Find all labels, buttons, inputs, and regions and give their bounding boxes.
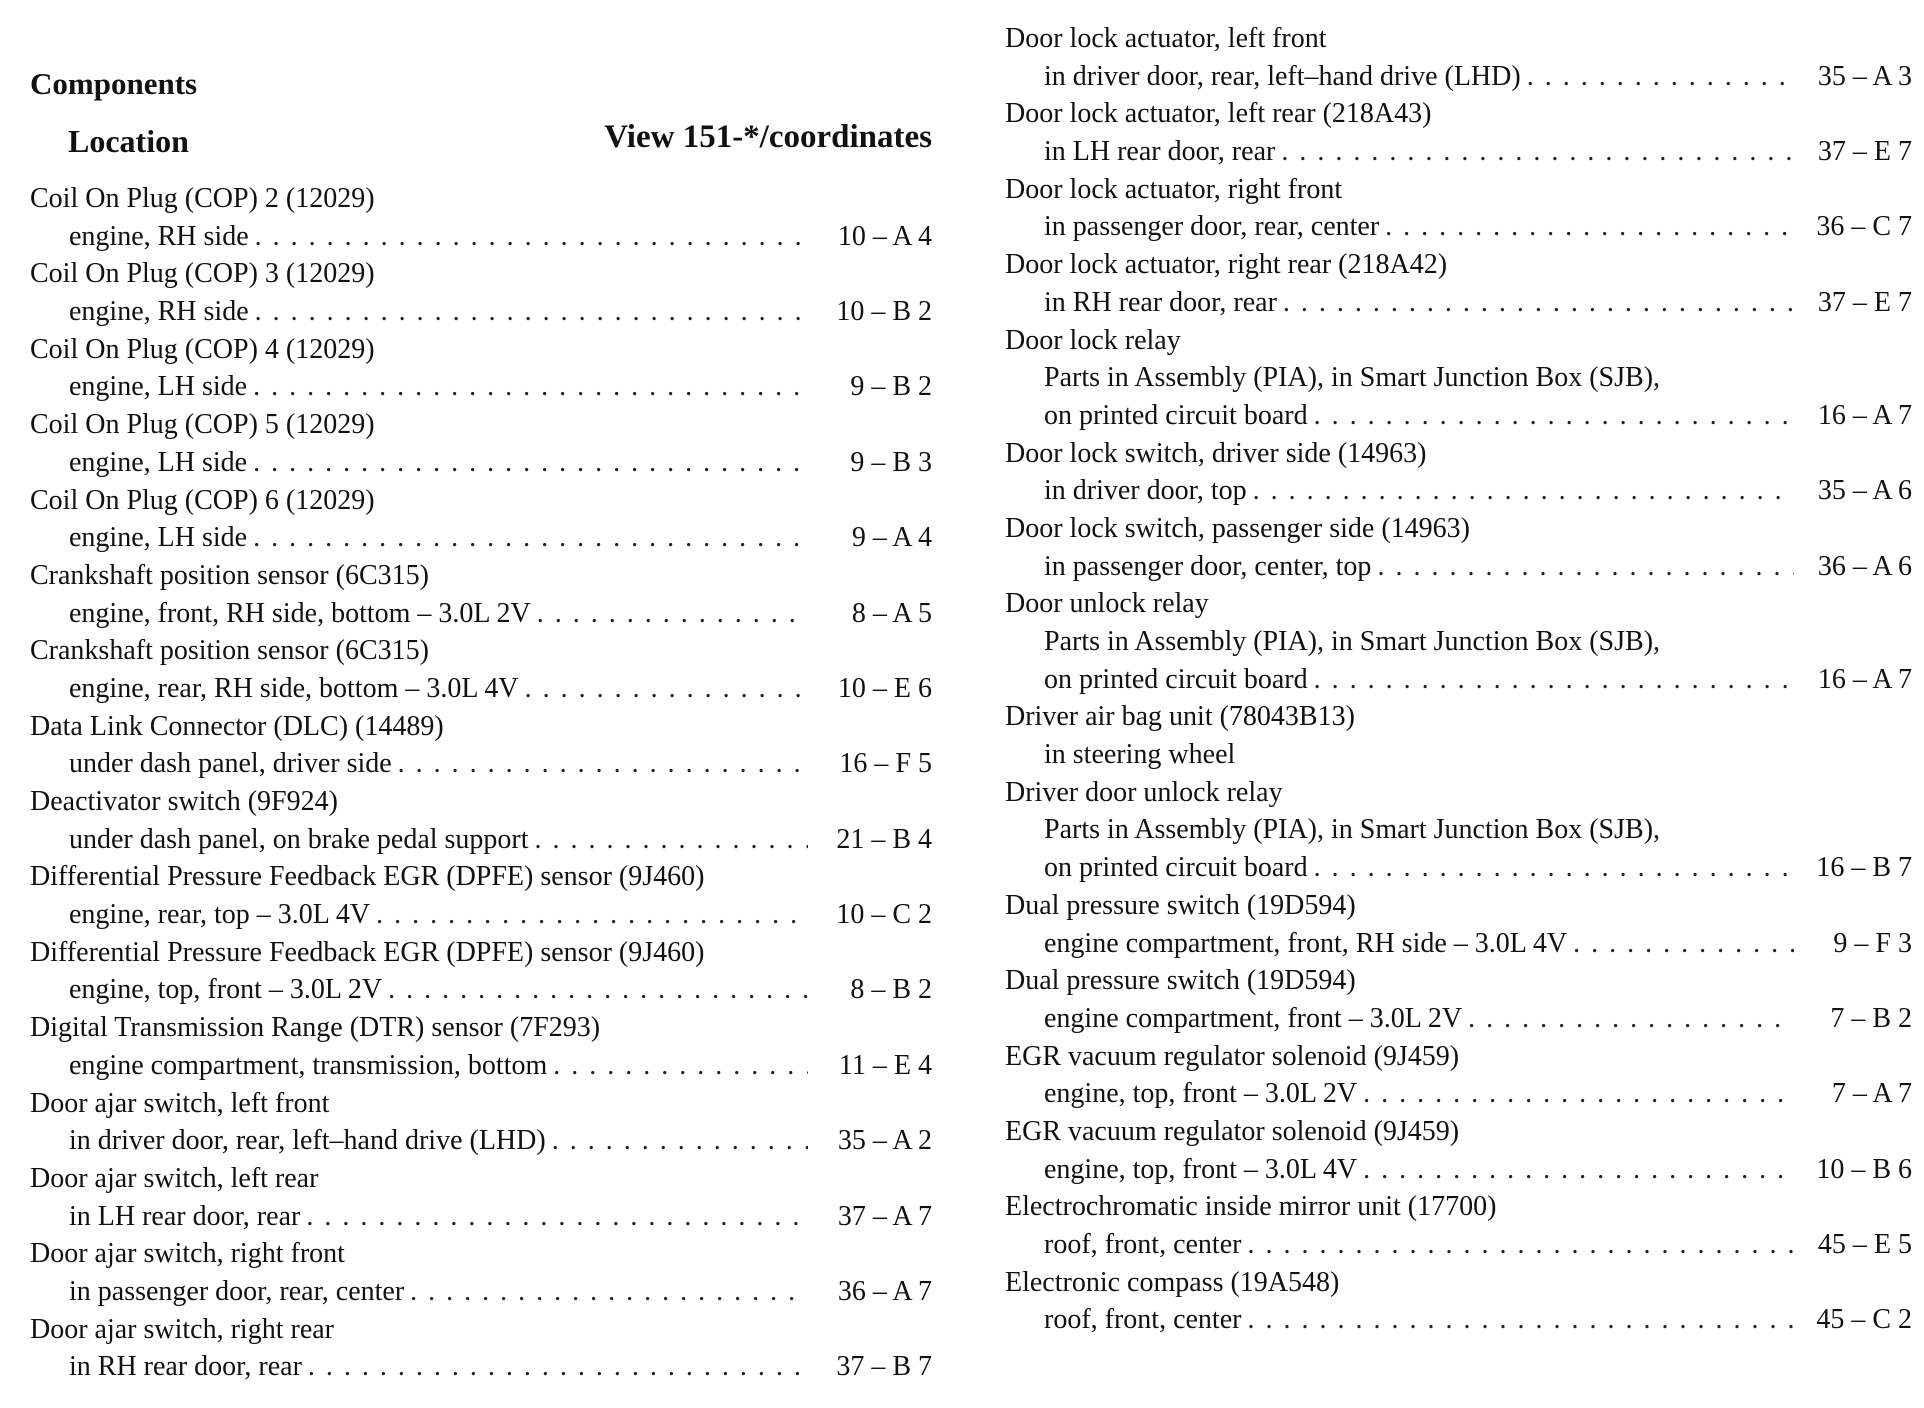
index-entry [30, 632, 932, 707]
entry-title: Door lock actuator, left front [1005, 23, 1327, 54]
entry-location: on printed circuit board [1044, 663, 1308, 695]
entry-title: Door ajar switch, left rear [30, 1162, 319, 1194]
entry-location-line [1005, 1000, 1912, 1038]
entry-location-line [30, 745, 932, 783]
entry-coordinates: 37 – E 7 [1817, 136, 1912, 168]
index-entry [1005, 1188, 1912, 1263]
index-entry [1005, 246, 1912, 321]
entry-title: Coil On Plug (COP) 5 (12029) [30, 409, 375, 441]
entry-coordinates: 37 – E 7 [1817, 286, 1912, 318]
dot-leader [1253, 472, 1794, 510]
index-entry [1005, 20, 1912, 95]
dot-leader [553, 1047, 808, 1085]
entry-location-line [1005, 58, 1912, 96]
entry-location-line [30, 1273, 932, 1311]
entry-location: engine, rear, RH side, bottom – 3.0L 4V [69, 672, 519, 704]
dot-leader [1385, 208, 1794, 246]
entry-location-line [1005, 359, 1912, 397]
entry-location: in passenger door, rear, center [1044, 211, 1380, 243]
entry-location-line [1005, 397, 1912, 435]
entry-title: Door lock actuator, left rear (218A43) [1005, 98, 1432, 130]
index-entry [30, 557, 932, 632]
entry-coordinates: 36 – A 7 [837, 1275, 932, 1307]
location-column-header: Location [68, 123, 189, 159]
index-entry [30, 255, 932, 330]
entry-location-line [30, 896, 932, 934]
entry-location: engine, top, front – 3.0L 4V [1044, 1153, 1358, 1185]
entry-location-line [30, 293, 932, 331]
entry-location: in driver door, top [1044, 475, 1247, 507]
entry-title: Coil On Plug (COP) 3 (12029) [30, 258, 375, 290]
index-entry [30, 406, 932, 481]
entry-title: Differential Pressure Feedback EGR (DPFE) sensor (9J460) [30, 936, 705, 968]
entry-location-line [30, 595, 932, 633]
entry-coordinates: 9 – F 3 [1833, 927, 1912, 959]
index-entry [1005, 774, 1912, 887]
index-entry [1005, 887, 1912, 962]
entry-coordinates: 7 – A 7 [1831, 1078, 1912, 1110]
entry-location: in driver door, rear, left–hand drive (LHD) [69, 1125, 546, 1157]
right-entry-list [1005, 20, 1912, 1339]
index-entry [1005, 585, 1912, 698]
entry-coordinates: 45 – E 5 [1817, 1229, 1912, 1260]
dot-leader [1247, 1226, 1794, 1264]
entry-coordinates: 36 – A 6 [1817, 550, 1912, 582]
entry-title: Door lock relay [1005, 324, 1181, 356]
entry-location-line [1005, 472, 1912, 510]
entry-coordinates: 21 – B 4 [836, 823, 932, 855]
entry-coordinates: 10 – B 2 [836, 296, 932, 328]
index-entry [30, 783, 932, 858]
entry-title: Door ajar switch, right rear [30, 1313, 334, 1345]
entry-title: Electronic compass (19A548) [1005, 1266, 1340, 1298]
dot-leader [308, 1348, 808, 1386]
entry-location: in steering wheel [1044, 739, 1236, 771]
dot-leader [1527, 58, 1794, 96]
dot-leader [1377, 548, 1794, 586]
entry-location: in RH rear door, rear [69, 1351, 302, 1383]
entry-location: in driver door, rear, left–hand drive (LHD) [1044, 60, 1521, 92]
index-entry [30, 1009, 932, 1084]
entry-location-line [1005, 811, 1912, 849]
entry-coordinates: 10 – E 6 [837, 672, 932, 704]
entry-location: engine, RH side [69, 220, 249, 252]
entry-coordinates: 9 – B 2 [850, 371, 932, 403]
dot-leader [253, 444, 808, 482]
dot-leader [1281, 133, 1794, 171]
entry-location: Parts in Assembly (PIA), in Smart Junction Box (SJB), [1044, 362, 1661, 394]
entry-location-line [30, 519, 932, 557]
entry-title: Door lock switch, driver side (14963) [1005, 437, 1427, 469]
entry-location: roof, front, center [1044, 1229, 1242, 1260]
entry-location-line [30, 1047, 932, 1085]
entry-title: Driver air bag unit (78043B13) [1005, 701, 1355, 733]
entry-coordinates: 36 – C 7 [1816, 211, 1912, 243]
index-entry [1005, 1264, 1912, 1339]
left-entry-list [30, 180, 932, 1386]
entry-coordinates: 10 – B 6 [1816, 1153, 1912, 1185]
dot-leader [410, 1273, 808, 1311]
entry-location-line [30, 971, 932, 1009]
index-entry [30, 934, 932, 1009]
entry-location-line [30, 670, 932, 708]
index-entry [30, 180, 932, 255]
entry-title: Door lock actuator, right rear (218A42) [1005, 249, 1448, 281]
dot-leader [306, 1198, 808, 1236]
index-entry [30, 1311, 932, 1386]
dot-leader [1314, 661, 1794, 699]
entry-location: in LH rear door, rear [69, 1200, 301, 1232]
entry-location: engine, LH side [69, 371, 248, 403]
dot-leader [1468, 1000, 1794, 1038]
entry-title: Digital Transmission Range (DTR) sensor (7F293) [30, 1012, 601, 1044]
entry-location: on printed circuit board [1044, 399, 1308, 431]
entry-location: in passenger door, center, top [1044, 550, 1372, 582]
entry-coordinates: 8 – B 2 [850, 974, 932, 1006]
entry-title: Differential Pressure Feedback EGR (DPFE) sensor (9J460) [30, 861, 705, 893]
dot-leader [1247, 1301, 1794, 1339]
entry-location: engine, RH side [69, 296, 249, 328]
index-entry [1005, 1113, 1912, 1188]
entry-location-line [30, 1348, 932, 1386]
dot-leader [525, 670, 808, 708]
dot-leader [255, 218, 808, 256]
index-entry [1005, 698, 1912, 773]
entry-location: engine, top, front – 3.0L 2V [69, 974, 383, 1006]
entry-title: Coil On Plug (COP) 2 (12029) [30, 183, 375, 214]
dot-leader [255, 293, 808, 331]
entry-title: Dual pressure switch (19D594) [1005, 889, 1356, 921]
entry-location: engine, LH side [69, 446, 248, 478]
dot-leader [253, 368, 808, 406]
entry-title: Coil On Plug (COP) 4 (12029) [30, 333, 375, 365]
entry-location: under dash panel, on brake pedal support [69, 823, 529, 855]
entry-title: Crankshaft position sensor (6C315) [30, 559, 429, 591]
entry-title: Coil On Plug (COP) 6 (12029) [30, 484, 375, 516]
entry-location-line [1005, 548, 1912, 586]
dot-leader [552, 1122, 808, 1160]
entry-location: under dash panel, driver side [69, 748, 392, 780]
entry-location-line [1005, 284, 1912, 322]
entry-coordinates: 35 – A 6 [1817, 475, 1912, 507]
dot-leader [388, 971, 808, 1009]
entry-title: EGR vacuum regulator solenoid (9J459) [1005, 1115, 1460, 1147]
entry-location-line [1005, 661, 1912, 699]
entry-location: engine compartment, front – 3.0L 2V [1044, 1002, 1463, 1034]
index-entry [1005, 322, 1912, 435]
entry-title: Data Link Connector (DLC) (14489) [30, 710, 444, 742]
index-entry [1005, 962, 1912, 1037]
entry-location-line [1005, 133, 1912, 171]
entry-coordinates: 37 – A 7 [837, 1200, 932, 1232]
entry-location: Parts in Assembly (PIA), in Smart Junction Box (SJB), [1044, 626, 1661, 657]
dot-leader [1573, 925, 1794, 963]
entry-title: Deactivator switch (9F924) [30, 786, 338, 817]
entry-title: Door ajar switch, left front [30, 1087, 330, 1119]
dot-leader [253, 519, 808, 557]
index-entry [1005, 1038, 1912, 1113]
entry-coordinates: 16 – B 7 [1816, 852, 1912, 884]
entry-coordinates: 35 – A 2 [837, 1125, 932, 1157]
entry-coordinates: 16 – F 5 [839, 748, 932, 780]
entry-coordinates: 16 – A 7 [1817, 663, 1912, 695]
entry-location: in passenger door, rear, center [69, 1275, 405, 1307]
entry-location-line [1005, 849, 1912, 887]
entry-location-line [1005, 736, 1912, 774]
entry-location-line [1005, 1301, 1912, 1339]
entry-title: Door unlock relay [1005, 588, 1209, 620]
dot-leader [1363, 1075, 1794, 1113]
index-entry [30, 482, 932, 557]
entry-location-line [30, 218, 932, 256]
dot-leader [376, 896, 808, 934]
entry-title: Dual pressure switch (19D594) [1005, 965, 1356, 997]
entry-location-line [1005, 1226, 1912, 1264]
entry-title: Driver door unlock relay [1005, 776, 1283, 808]
index-entry [30, 708, 932, 783]
entry-location-line [1005, 208, 1912, 246]
entry-location: on printed circuit board [1044, 852, 1308, 884]
entry-title: Door ajar switch, right front [30, 1238, 345, 1270]
entry-coordinates: 10 – A 4 [837, 220, 932, 252]
section-title: Components [30, 66, 198, 101]
entry-location: Parts in Assembly (PIA), in Smart Junction Box (SJB), [1044, 814, 1661, 846]
entry-location: engine compartment, transmission, bottom [69, 1049, 548, 1081]
index-entry [30, 1160, 932, 1235]
index-entry [1005, 510, 1912, 585]
dot-leader [398, 745, 808, 783]
dot-leader [1363, 1151, 1794, 1189]
entry-coordinates: 11 – E 4 [838, 1049, 932, 1081]
entry-location-line [30, 1198, 932, 1236]
entry-location: engine, rear, top – 3.0L 4V [69, 899, 371, 931]
index-entry [1005, 435, 1912, 510]
entry-title: Crankshaft position sensor (6C315) [30, 635, 429, 667]
entry-location-line [30, 821, 932, 859]
dot-leader [535, 821, 808, 859]
entry-location-line [30, 1122, 932, 1160]
index-entry [30, 1085, 932, 1160]
entry-location-line [1005, 925, 1912, 963]
entry-coordinates: 37 – B 7 [836, 1351, 932, 1383]
entry-location-line [1005, 623, 1912, 661]
entry-title: Electrochromatic inside mirror unit (17700) [1005, 1191, 1497, 1223]
entry-coordinates: 45 – C 2 [1816, 1304, 1912, 1336]
entry-location: engine, top, front – 3.0L 2V [1044, 1078, 1358, 1110]
entry-coordinates: 35 – A 3 [1817, 60, 1912, 92]
entry-coordinates: 7 – B 2 [1830, 1002, 1912, 1034]
entry-title: Door lock switch, passenger side (14963) [1005, 512, 1471, 544]
index-entry [30, 331, 932, 406]
dot-leader [537, 595, 808, 633]
entry-location: engine compartment, front, RH side – 3.0L 4V [1044, 927, 1568, 959]
entry-coordinates: 16 – A 7 [1817, 399, 1912, 431]
entry-location-line [30, 368, 932, 406]
entry-location: engine, front, RH side, bottom – 3.0L 2V [69, 597, 531, 629]
index-entry [30, 1235, 932, 1310]
entry-coordinates: 8 – A 5 [851, 597, 932, 629]
entry-coordinates: 9 – A 4 [851, 522, 932, 554]
entry-location-line [30, 444, 932, 482]
entry-coordinates: 9 – B 3 [850, 446, 932, 478]
entry-location: roof, front, center [1044, 1304, 1242, 1336]
index-entry [30, 858, 932, 933]
index-entry [1005, 95, 1912, 170]
entry-location-line [1005, 1151, 1912, 1189]
entry-title: Door lock actuator, right front [1005, 173, 1343, 205]
entry-coordinates: 10 – C 2 [836, 899, 932, 931]
view-coordinates-column-header: View 151-*/coordinates [604, 119, 932, 155]
entry-location: in RH rear door, rear [1044, 286, 1277, 318]
entry-location-line [1005, 1075, 1912, 1113]
entry-location: engine, LH side [69, 522, 248, 554]
dot-leader [1314, 849, 1794, 887]
index-entry [1005, 171, 1912, 246]
dot-leader [1314, 397, 1794, 435]
dot-leader [1283, 284, 1794, 322]
entry-location: in LH rear door, rear [1044, 136, 1276, 168]
entry-title: EGR vacuum regulator solenoid (9J459) [1005, 1040, 1460, 1072]
